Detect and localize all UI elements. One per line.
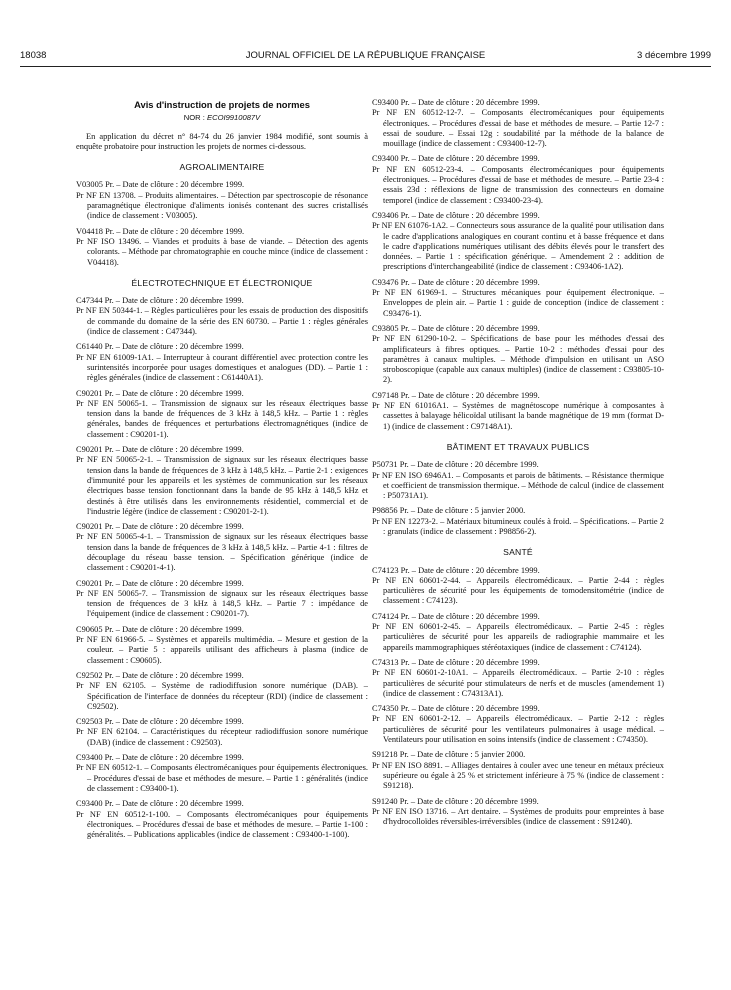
closing-date: S91240 Pr. – Date de clôture : 20 décembre 1999. xyxy=(372,796,539,806)
closing-date: C93400 Pr. – Date de clôture : 20 décembre 1999. xyxy=(76,753,244,763)
standard-description: Pr NF EN 60512-23-4. – Composants électromécaniques pour équipements électroniques. – Procédures d'essai de base et méthodes de mesure. – Partie 23-4 : essais 23d : réflexions de ligne de transmission des connecteurs en domaine temporel (indice de classement : C93400-23-4). xyxy=(372,164,664,205)
nor-label: NOR : xyxy=(183,113,205,123)
closing-date: C90605 Pr. – Date de clôture : 20 décembre 1999. xyxy=(76,624,244,634)
standard-entry xyxy=(372,612,664,653)
nor-code: ECOI9910087V xyxy=(207,113,261,123)
closing-date: C90201 Pr. – Date de clôture : 20 décembre 1999. xyxy=(76,388,244,398)
standard-entry xyxy=(76,579,368,620)
closing-date: C93400 Pr. – Date de clôture : 20 décembre 1999. xyxy=(372,98,540,107)
standard-entry xyxy=(372,460,664,501)
standard-description: Pr NF EN 50065-1. – Transmission de signaux sur les réseaux électriques basse tension dans la bande de fréquences de 3 kHz à 148,5 kHz. – Partie 1 : règles générales, bandes de fréquences et perturbations électromagnétiques (indice de classement : C90201-1). xyxy=(76,398,368,439)
standard-description: Pr NF EN ISO 13716. – Art dentaire. – Systèmes de produits pour empreintes à base d'hydrocolloïdes réversibles-irréversibles (indice de classement : S91240). xyxy=(372,806,664,827)
standard-description: Pr NF EN 61969-1. – Structures mécaniques pour équipement électronique. – Enveloppes de plein air. – Partie 1 : guide de conception (indice de classement : C93476-1). xyxy=(372,288,664,318)
closing-date: C93406 Pr. – Date de clôture : 20 décembre 1999. xyxy=(372,210,540,220)
closing-date: C74350 Pr. – Date de clôture : 20 décembre 1999. xyxy=(372,704,540,714)
closing-date: C74123 Pr. – Date de clôture : 20 décembre 1999. xyxy=(372,565,540,575)
standard-entry xyxy=(372,391,664,432)
standard-description: Pr NF EN 60601-2-44. – Appareils électromédicaux. – Partie 2-44 : règles particulières de sécurité pour les équipements de tomodensitométrie (indice de classement : C74123). xyxy=(372,575,664,606)
closing-date: C90201 Pr. – Date de clôture : 20 décembre 1999. xyxy=(76,522,244,532)
standard-entry xyxy=(372,506,664,537)
closing-date: C74124 Pr. – Date de clôture : 20 décembre 1999. xyxy=(372,611,540,621)
right-column xyxy=(372,98,664,832)
closing-date: C74313 Pr. – Date de clôture : 20 décembre 1999. xyxy=(372,657,540,667)
notice-title: Avis d'instruction de projets de normes xyxy=(134,99,310,110)
closing-date: C90201 Pr. – Date de clôture : 20 décembre 1999. xyxy=(76,578,244,588)
journal-title: JOURNAL OFFICIEL DE LA RÉPUBLIQUE FRANÇAISE xyxy=(245,50,486,61)
standard-description: Pr NF EN ISO 6946A1. – Composants et parois de bâtiments. – Résistance thermique et coefficient de transmission thermique. – Méthode de calcul (indice de classement : P50731A1). xyxy=(372,470,664,501)
notice-intro: En application du décret n° 84-74 du 26 janvier 1984 modifié, sont soumis à enquête probatoire pour instruction les projets de normes ci-dessous. xyxy=(76,131,368,151)
standard-description: Pr NF EN 13708. – Produits alimentaires. – Détection par spectroscopie de résonance paramagnétique électronique d'aliments ionisés contenant des sucres cristallisés (indice de classement : V03005). xyxy=(76,190,368,221)
standard-description: Pr NF EN 61290-10-2. – Spécifications de base pour les méthodes d'essai des amplificateurs à fibres optiques. – Partie 10-2 : méthodes d'essai pour des paramètres à canaux multiples. – Méthode d'impulsion en utilisant un ASO stroboscopique (capable aux canaux multiples) (indice de classement : C93805-10-2). xyxy=(372,334,664,385)
section-heading: SANTÉ xyxy=(503,547,533,558)
standard-entry xyxy=(76,342,368,383)
standard-entry xyxy=(76,799,368,840)
closing-date: C93805 Pr. – Date de clôture : 20 décembre 1999. xyxy=(372,323,540,333)
closing-date: V03005 Pr. – Date de clôture : 20 décembre 1999. xyxy=(76,180,245,190)
closing-date: C92503 Pr. – Date de clôture : 20 décembre 1999. xyxy=(76,717,244,727)
page-number: 18038 xyxy=(20,50,47,61)
closing-date: C93400 Pr. – Date de clôture : 20 décembre 1999. xyxy=(76,799,244,809)
standard-entry xyxy=(372,566,664,607)
left-column xyxy=(76,96,368,845)
standard-description: Pr NF EN 60601-2-45. – Appareils électromédicaux. – Partie 2-45 : règles particulières de sécurité pour les appareils de radiographie mammaire et les appareils mammographiques stéréotaxiques (indice de classement : C74124). xyxy=(372,622,664,652)
standard-entry xyxy=(76,625,368,666)
closing-date: V04418 Pr. – Date de clôture : 20 décembre 1999. xyxy=(76,226,245,236)
standard-description: Pr NF EN ISO 8891. – Alliages dentaires à couler avec une teneur en métaux précieux supérieure ou égale à 25 % et strictement inférieure à 75 % (indice de classement : S91218). xyxy=(372,760,664,791)
page-header xyxy=(20,50,711,64)
standard-entry xyxy=(372,211,664,273)
issue-date: 3 décembre 1999 xyxy=(637,50,711,61)
standard-entry xyxy=(372,154,664,205)
standard-description: Pr NF EN 50065-4-1. – Transmission de signaux sur les réseaux électriques basse tension dans la bande de fréquences de 3 kHz à 148,5 kHz. – Partie 4-1 : filtres de découplage du réseau basse tension. – Spécification générique (indice de classement : C90201-4-1). xyxy=(76,532,368,573)
standard-description: Pr NF EN 61966-5. – Systèmes et appareils multimédia. – Mesure et gestion de la couleur. – Partie 5 : appareils utilisant des afficheurs à plasma (indice de classement : C90605). xyxy=(76,635,368,665)
standard-description: Pr NF EN 12273-2. – Matériaux bitumineux coulés à froid. – Spécifications. – Partie 2 : granulats (indice de classement : P98856-2). xyxy=(372,516,664,536)
standard-description: Pr NF EN 60601-2-12. – Appareils électromédicaux. – Partie 2-12 : règles particulières de sécurité pour les ventilateurs pulmonaires à usage médical. – Ventilateurs pour utilisation en soins intensifs (indice de classement : C74350). xyxy=(372,714,664,745)
closing-date: P98856 Pr. – Date de clôture : 5 janvier 2000. xyxy=(372,506,526,516)
standard-description: Pr NF EN 61016A1. – Systèmes de magnétoscope numérique à composantes à cassettes à balayage hélicoïdal utilisant la bande magnétique de 19 mm (format D-1) (indice de classement : C97148A1). xyxy=(372,401,664,431)
section-heading: AGROALIMENTAIRE xyxy=(179,162,265,173)
standard-entry xyxy=(372,324,664,386)
standard-description: Pr NF EN 50344-1. – Règles particulières pour les essais de production des dispositifs de commande du domaine de la série des EN 60730. – Partie 1 : règles générales (indice de classement : C47344). xyxy=(76,306,368,337)
standard-description: Pr NF EN 50065-2-1. – Transmission de signaux sur les réseaux électriques basse tension dans la bande de fréquences de 3 kHz à 148,5 kHz. – Partie 2-1 : exigences d'immunité pour les appareils et les systèmes de communication sur les réseaux électriques basse tension fonctionnant dans la bande de 95 kHz à 148,5 kHz et destinés à être utilisés dans les environnements résidentiel, commercial et de l'industrie légère (indice de classement : C90201-2-1). xyxy=(76,455,368,516)
closing-date: P50731 Pr. – Date de clôture : 20 décembre 1999. xyxy=(372,460,539,470)
standard-description: Pr NF EN 61009-1A1. – Interrupteur à courant différentiel avec protection contre les surintensités incorporée pour usages domestiques et analogues (DD). – Partie 1 : règles générales (indice de classement : C61440A1). xyxy=(76,352,368,383)
header-rule xyxy=(20,66,711,67)
standard-description: Pr NF EN 50065-7. – Transmission de signaux sur les réseaux électriques basse tension de fréquences de 3 kHz à 148,5 kHz. – Partie 7 : impédance de l'équipement (indice de classement : C90201-7). xyxy=(76,588,368,619)
standard-entry xyxy=(76,389,368,440)
standard-description: Pr NF EN 60601-2-10A1. – Appareils électromédicaux. – Partie 2-10 : règles particulières de sécurité pour stimulateurs de nerfs et de muscles (amendement 1) (indice de classement : C74313A1). xyxy=(372,668,664,698)
standard-entry xyxy=(76,522,368,573)
closing-date: C92502 Pr. – Date de clôture : 20 décembre 1999. xyxy=(76,670,244,680)
closing-date: C97148 Pr. – Date de clôture : 20 décembre 1999. xyxy=(372,390,540,400)
standard-entry xyxy=(76,180,368,221)
standard-entry xyxy=(372,750,664,791)
closing-date: C61440 Pr. – Date de clôture : 20 décembre 1999. xyxy=(76,342,244,352)
section-heading: BÂTIMENT ET TRAVAUX PUBLICS xyxy=(446,441,590,452)
standard-description: Pr NF EN 62104. – Caractéristiques du récepteur radiodiffusion sonore numérique (DAB) (indice de classement : C92503). xyxy=(76,727,368,747)
standard-description: Pr NF ISO 13496. – Viandes et produits à base de viande. – Détection des agents colorants. – Méthode par chromatographie en couche mince (indice de classement : V04418). xyxy=(76,236,368,267)
section-heading: ÉLECTROTECHNIQUE ET ÉLECTRONIQUE xyxy=(131,277,313,288)
standard-entry xyxy=(76,227,368,268)
standard-entry xyxy=(372,98,664,149)
standard-entry xyxy=(372,278,664,319)
standard-description: Pr NF EN 60512-1. – Composants électromécaniques pour équipements électroniques. – Procédures d'essai de base et méthodes de mesure. – Partie 1 : généralités (indice de classement : C93400-1). xyxy=(76,763,368,793)
standard-entry xyxy=(76,717,368,748)
standard-entry xyxy=(372,797,664,828)
standard-entry xyxy=(372,658,664,699)
closing-date: C47344 Pr. – Date de clôture : 20 décembre 1999. xyxy=(76,296,244,306)
standard-description: Pr NF EN 60512-12-7. – Composants électromécaniques pour équipements électroniques. – Procédures d'essai de base et méthodes de mesure. – Partie 12-7 : essai de soudure. – Essai 12g : soudabilité par la méthode de la balance de mouillage (indice de classement : C93400-12-7). xyxy=(372,108,664,149)
standard-description: Pr NF EN 61076-1A2. – Connecteurs sous assurance de la qualité pour utilisation dans le cadre d'applications analogiques en courant continu et à basse fréquence et dans le cadre d'applications numériques utilisant des débits élevés pour le transfert des données. – Partie 1 : spécification générique. – Amendement 2 : addition de prescriptions d'interchangeabilité (indice de classement : C93406-1A2). xyxy=(372,221,664,272)
standard-entry xyxy=(76,445,368,517)
standard-description: Pr NF EN 62105. – Système de radiodiffusion sonore numérique (DAB). – Spécification de l'interface de données du récepteur (RDI) (indice de classement : C92502). xyxy=(76,681,368,711)
closing-date: C93476 Pr. – Date de clôture : 20 décembre 1999. xyxy=(372,277,540,287)
standard-description: Pr NF EN 60512-1-100. – Composants électromécaniques pour équipements électroniques. – Procédures d'essai de base et méthodes de mesure. – Partie 1-100 : généralités. – Publications applicables (indice de classement : C93400-1-100). xyxy=(76,809,368,840)
standard-entry xyxy=(76,753,368,794)
closing-date: C90201 Pr. – Date de clôture : 20 décembre 1999. xyxy=(76,445,244,455)
closing-date: S91218 Pr. – Date de clôture : 5 janvier 2000. xyxy=(372,750,526,760)
standard-entry xyxy=(372,704,664,745)
closing-date: C93400 Pr. – Date de clôture : 20 décembre 1999. xyxy=(372,154,540,164)
nor-reference xyxy=(76,113,368,123)
standard-entry xyxy=(76,671,368,712)
standard-entry xyxy=(76,296,368,337)
